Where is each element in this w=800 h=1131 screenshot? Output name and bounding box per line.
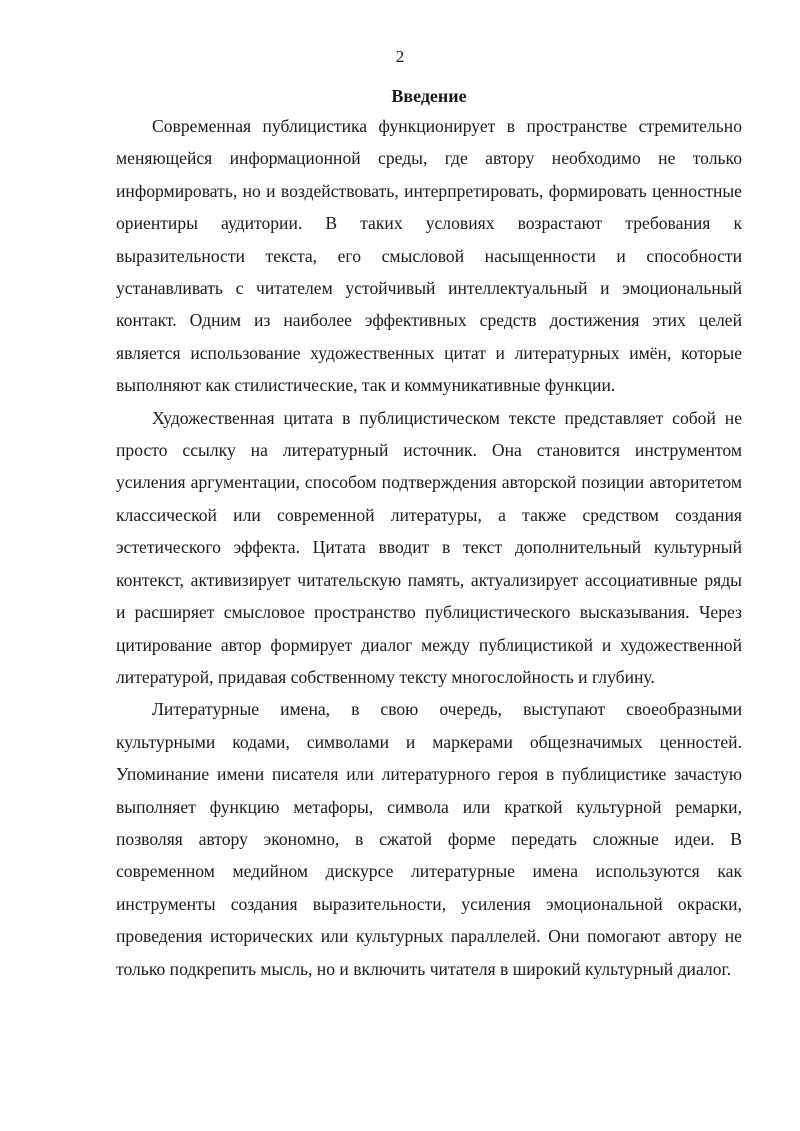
document-body (116, 84, 742, 985)
page-number: 2 (395, 47, 405, 66)
paragraph-3: Литературные имена, в свою очередь, выступают своеобразными культурными кодами, символами и маркерами общезначимых ценностей. Упоминание имени писателя или литературного героя в публицистике зачастую выполняет функцию метафоры, символа или краткой культурной ремарки, позволяя автору экономно, в сжатой форме передать сложные идеи. В современном медийном дискурсе литературные имена используются как инструменты создания выразительности, усиления эмоциональной окраски, проведения исторических или культурных параллелей. Они помогают автору не только подкрепить мысль, но и включить читателя в широкий культурный диалог. (116, 699, 742, 979)
paragraph-1: Современная публицистика функционирует в пространстве стремительно меняющейся информационной среды, где автору необходимо не только информировать, но и воздействовать, интерпретировать, формировать ценностные ориентиры аудитории. В таких условиях возрастают требования к выразительности текста, его смысловой насыщенности и способности устанавливать с читателем устойчивый интеллектуальный и эмоциональный контакт. Одним из наиболее эффективных средств достижения этих целей является использование художественных цитат и литературных имён, которые выполняют как стилистические, так и коммуникативные функции. (116, 116, 742, 396)
section-title: Введение (391, 86, 467, 106)
paragraph-2: Художественная цитата в публицистическом тексте представляет собой не просто ссылку на литературный источник. Она становится инструментом усиления аргументации, способом подтверждения авторской позиции авторитетом классической или современной литературы, а также средством создания эстетического эффекта. Цитата вводит в текст дополнительный культурный контекст, активизирует читательскую память, актуализирует ассоциативные ряды и расширяет смысловое пространство публицистического высказывания. Через цитирование автор формирует диалог между публицистикой и художественной литературой, придавая собственному тексту многослойность и глубину. (116, 407, 742, 687)
